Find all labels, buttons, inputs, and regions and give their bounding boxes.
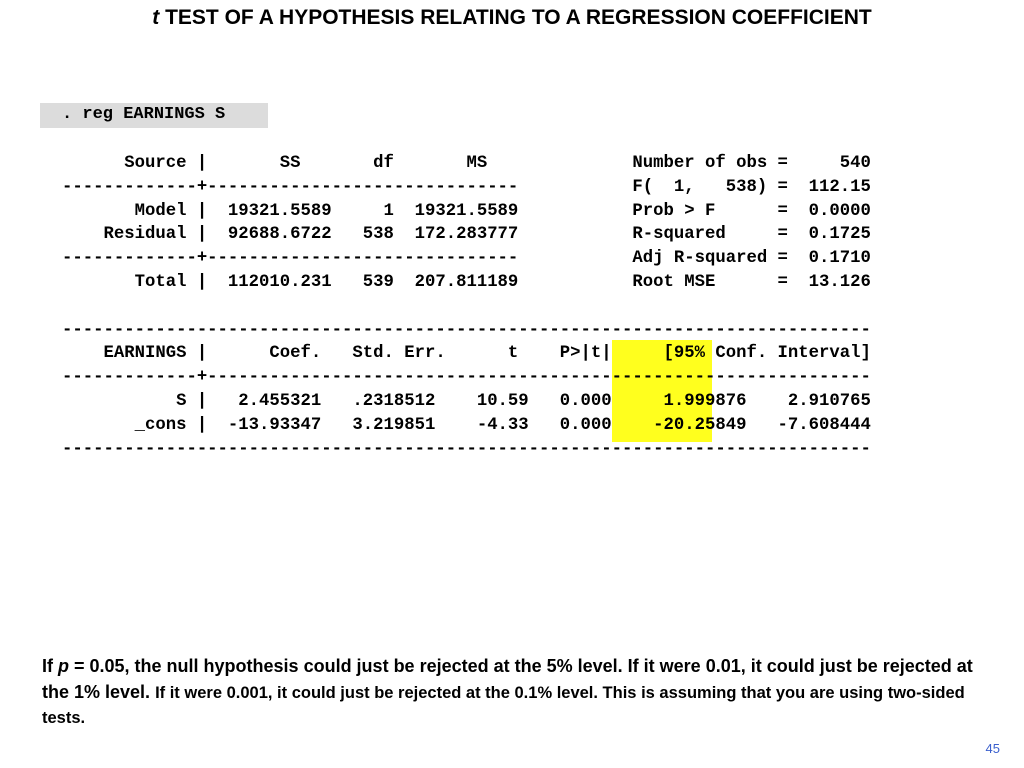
anova-divider-2: -------------+------------------------------ Adj R-squared = 0.1710 xyxy=(62,249,871,269)
note-p-symbol: p xyxy=(58,656,69,676)
coef-row-s: S | 2.455321 .2318512 10.59 0.000 1.999876 2.910765 xyxy=(62,391,871,411)
title-text: TEST OF A HYPOTHESIS RELATING TO A REGRESSION COEFFICIENT xyxy=(159,6,872,29)
coef-top-rule: ------------------------------------------------------------------------------ xyxy=(62,320,871,340)
coef-row-cons: _cons | -13.93347 3.219851 -4.33 0.000 -20.25849 -7.608444 xyxy=(62,415,871,435)
title-t-italic: t xyxy=(152,6,160,29)
explanation-note xyxy=(42,654,1002,731)
anova-row-model: Model | 19321.5589 1 19321.5589 Prob > F = 0.0000 xyxy=(62,201,871,221)
stata-command: . reg EARNINGS S xyxy=(62,105,226,124)
coef-bottom-rule: ------------------------------------------------------------------------------ xyxy=(62,439,871,459)
note-part-1: If xyxy=(42,656,58,676)
coef-divider: -------------+---------------------------------------------------------------- xyxy=(62,368,871,388)
page-number: 45 xyxy=(985,741,1000,756)
regression-output xyxy=(62,152,871,461)
blank-line xyxy=(62,295,871,319)
coef-header-row: EARNINGS | Coef. Std. Err. t P>|t| [95% Conf. Interval] xyxy=(62,344,871,364)
anova-header-row: Source | SS df MS Number of obs = 540 xyxy=(62,154,871,173)
note-part-3: If it were 0.001, it could just be rejected at the 0.1% level. This is assuming that you are using two-sided tests. xyxy=(42,684,965,727)
anova-row-residual: Residual | 92688.6722 538 172.283777 R-squared = 0.1725 xyxy=(62,225,871,245)
anova-divider: -------------+------------------------------ F( 1, 538) = 112.15 xyxy=(62,177,871,197)
note-part-2: = 0.05, the null hypothesis could just be rejected at the 5% level. If it were 0.01, it could just be rejected at the 1% level. xyxy=(42,656,973,702)
anova-row-total: Total | 112010.231 539 207.811189 Root MSE = 13.126 xyxy=(62,272,871,292)
slide-title xyxy=(0,6,1024,30)
